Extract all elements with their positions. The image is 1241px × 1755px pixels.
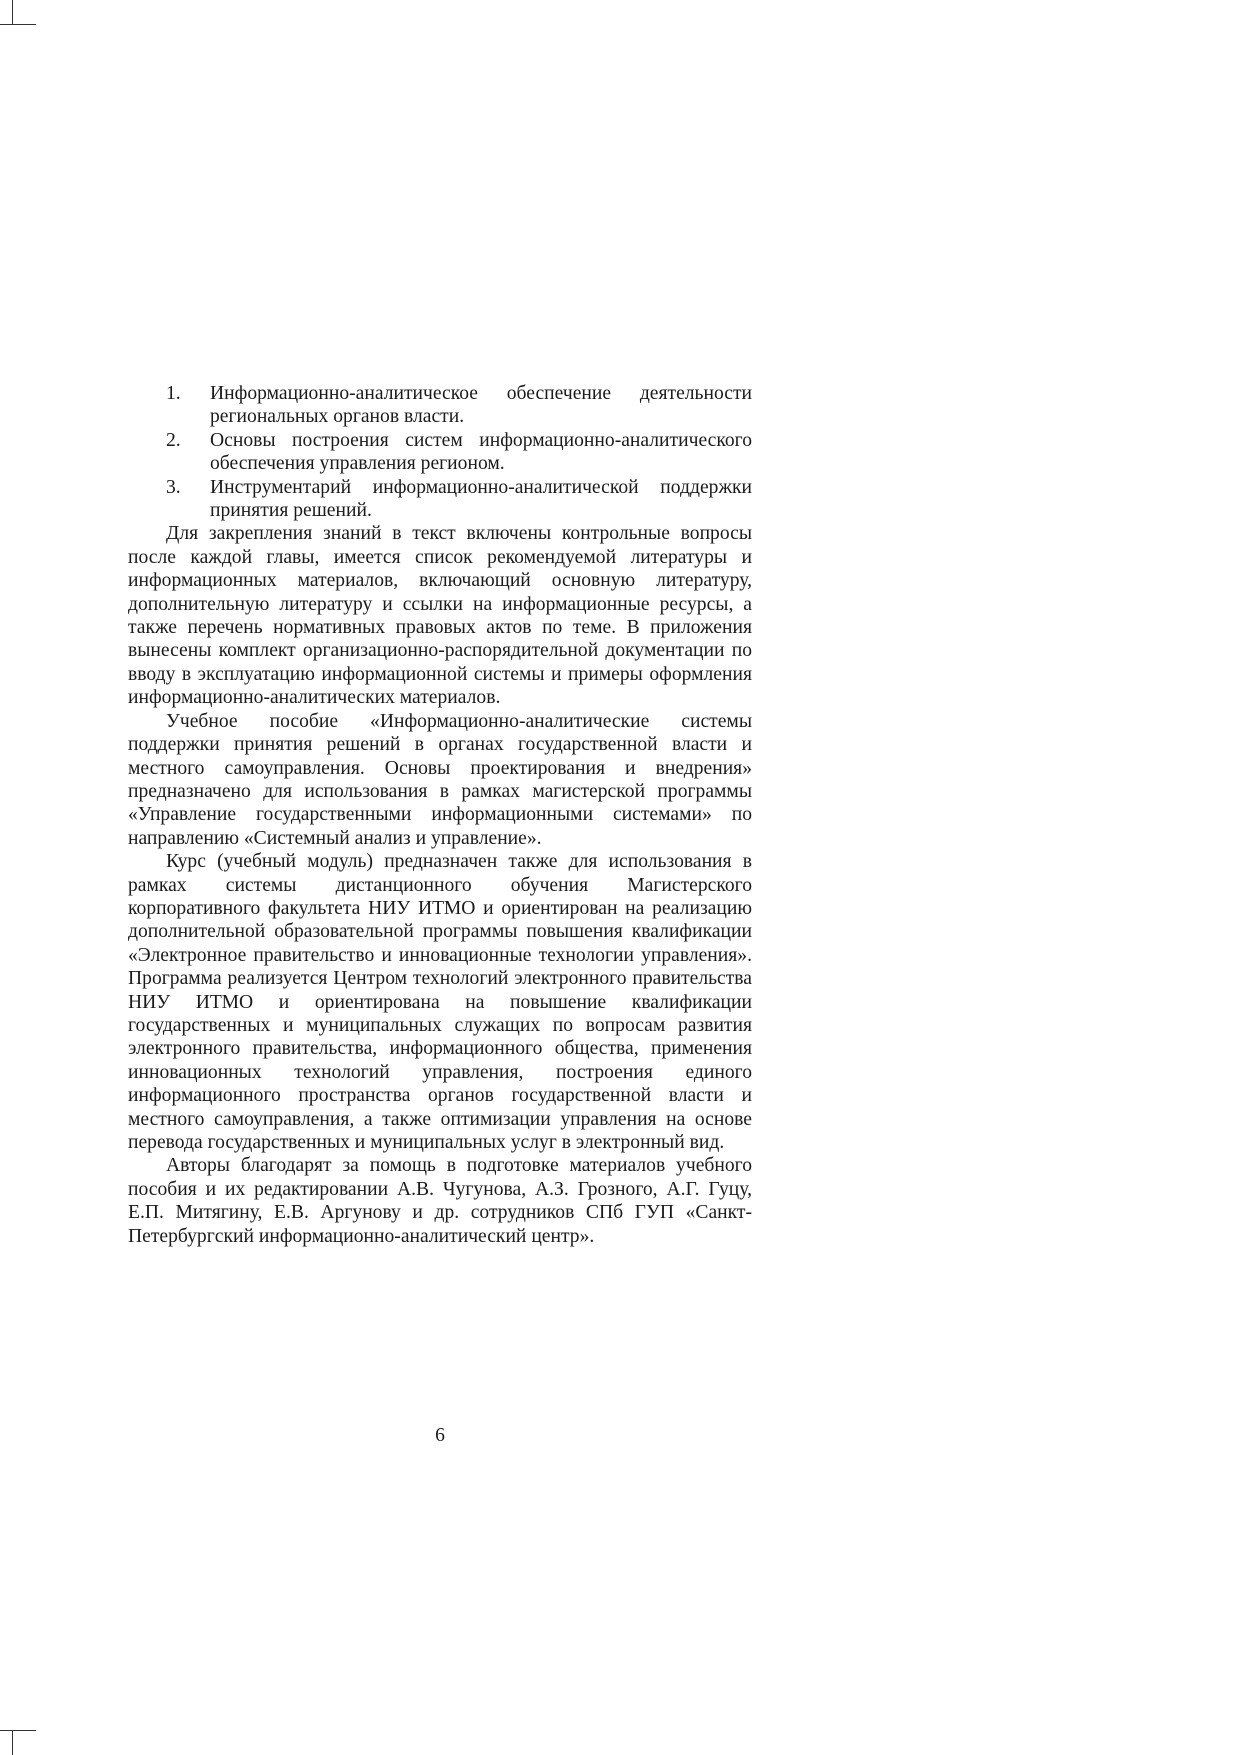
crop-mark-top-left-vertical — [12, 0, 13, 24]
page-body-text — [128, 382, 752, 1248]
list-item-text: Основы построения систем информационно-аналитического обеспечения управления регионом. — [210, 429, 752, 475]
list-item-number: 3. — [166, 476, 181, 498]
list-item-number: 1. — [166, 383, 181, 404]
paragraph-acknowledgements: Авторы благодарят за помощь в подготовке материалов учебного пособия и их редактировании А.В. Чугунова, А.З. Грозного, А.Г. Гуцу, Е.П. Митягину, Е.В. Аргунову и др. сотрудников СПб ГУП «Санкт-Петербургский информационно-аналитический центр». — [128, 1155, 752, 1247]
list-item-number: 2. — [166, 429, 181, 451]
crop-mark-top-left-horizontal — [0, 24, 36, 25]
list-item — [128, 476, 752, 523]
crop-mark-bottom-left-horizontal — [0, 1730, 36, 1731]
paragraph-knowledge-consolidation: Для закрепления знаний в текст включены контрольные вопросы после каждой главы, имеется список рекомендуемой литературы и информационных материалов, включающий основную литературу, дополнительную литературу и ссылки на информационные ресурсы, а также перечень нормативных правовых актов по теме. В приложения вынесены комплект организационно-распорядительной документации по вводу в эксплуатацию информационной системы и примеры оформления информационно-аналитических материалов. — [128, 523, 752, 709]
list-item — [128, 382, 752, 429]
crop-mark-bottom-left-vertical — [12, 1731, 13, 1755]
page-number: 6 — [435, 1425, 445, 1446]
list-item-text: Информационно-аналитическое обеспечение деятельности региональных органов власти. — [210, 383, 752, 428]
list-item-text: Инструментарий информационно-аналитической поддержки принятия решений. — [210, 476, 752, 522]
paragraph-textbook-purpose: Учебное пособие «Информационно-аналитические системы поддержки принятия решений в органах государственной власти и местного самоуправления. Основы проектирования и внедрения» предназначено для использования в рамках магистерской программы «Управление государственными информационными системами» по направлению «Системный анализ и управление». — [128, 710, 752, 849]
topic-list — [128, 382, 752, 522]
paragraph-course-module: Курс (учебный модуль) предназначен также для использования в рамках системы дистанционного обучения Магистерского корпоративного факультета НИУ ИТМО и ориентирован на реализацию дополнительной образовательной программы повышения квалификации «Электронное правительство и инновационные технологии управления». Программа реализуется Центром технологий электронного правительства НИУ ИТМО и ориентирована на повышение квалификации государственных и муниципальных служащих по вопросам развития электронного правительства, информационного общества, применения инновационных технологий управления, построения единого информационного пространства органов государственной власти и местного самоуправления, а также оптимизации управления на основе перевода государственных и муниципальных услуг в электронный вид. — [128, 851, 752, 1153]
list-item — [128, 429, 752, 476]
